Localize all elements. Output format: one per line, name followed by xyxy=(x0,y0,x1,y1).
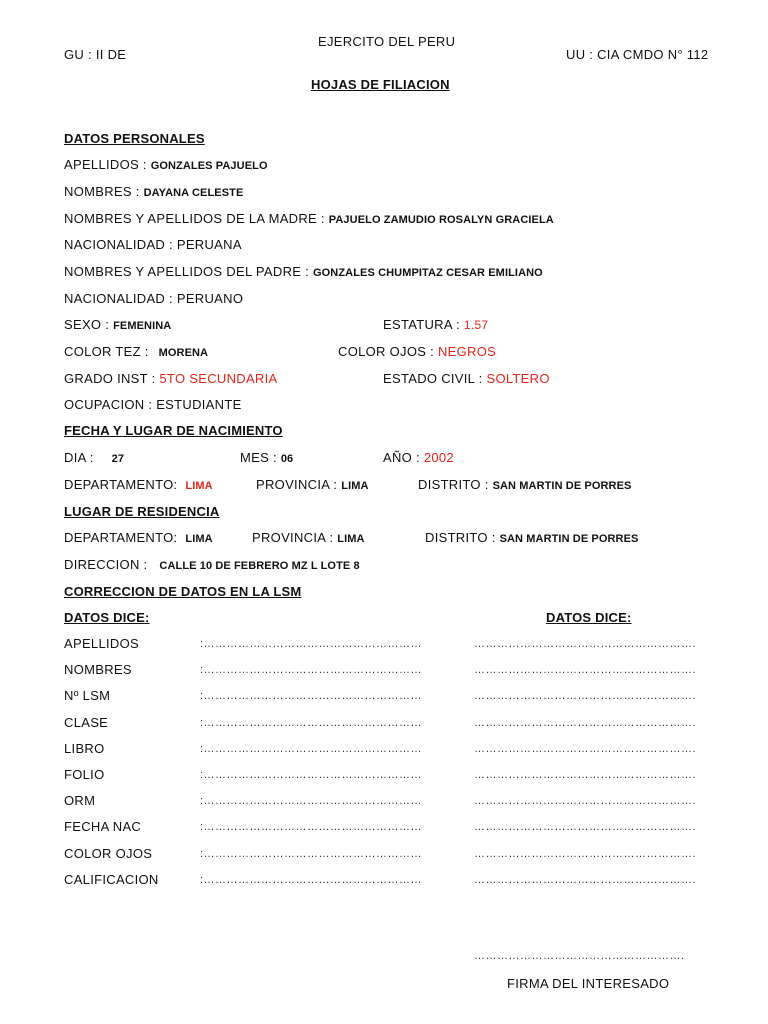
correction-blank-left[interactable]: :………………………………………………… xyxy=(200,769,423,781)
correction-blank-left[interactable]: :………………………………………………… xyxy=(200,848,423,860)
header-uu: UU : CIA CMDO N° 112 xyxy=(566,47,709,62)
correction-field-label: CLASE xyxy=(64,715,109,730)
res-dist-value: SAN MARTIN DE PORRES xyxy=(499,533,639,545)
section-correccion: CORRECCION DE DATOS EN LA LSM xyxy=(64,584,302,599)
correction-blank-left[interactable]: :………………………………………………… xyxy=(200,743,423,755)
section-nacimiento: FECHA Y LUGAR DE NACIMIENTO xyxy=(64,423,283,438)
correction-field-label: NOMBRES xyxy=(64,662,132,677)
nac-dist-row xyxy=(418,477,631,492)
sexo-value: FEMENINA xyxy=(113,320,172,332)
correction-blank-right[interactable]: …………………………………………………. xyxy=(474,874,697,886)
nacionalidad-madre: NACIONALIDAD : PERUANA xyxy=(64,237,242,252)
estatura-value: 1.57 xyxy=(463,318,489,332)
anio-row xyxy=(383,450,454,465)
nac-prov-label: PROVINCIA : xyxy=(256,477,338,492)
res-dist-label: DISTRITO : xyxy=(425,530,496,545)
signature-line[interactable]: ………………………………………………. xyxy=(474,950,685,962)
ocupacion-row: OCUPACION : ESTUDIANTE xyxy=(64,397,242,412)
res-dep-row xyxy=(64,530,213,545)
res-dist-row xyxy=(425,530,638,545)
civil-row xyxy=(383,371,550,386)
direccion-label: DIRECCION : xyxy=(64,557,148,572)
correction-blank-right[interactable]: …………………………………………………. xyxy=(474,717,697,729)
mes-row xyxy=(240,450,293,465)
correction-blank-left[interactable]: :………………………………………………… xyxy=(200,821,423,833)
col-datos-dice-left: DATOS DICE: xyxy=(64,610,150,625)
nac-dep-value: LIMA xyxy=(185,480,213,492)
correction-field-label: APELLIDOS xyxy=(64,636,139,651)
mes-label: MES : xyxy=(240,450,277,465)
correction-field-label: CALIFICACION xyxy=(64,872,159,887)
sexo-row xyxy=(64,317,171,332)
nombres-value: DAYANA CELESTE xyxy=(143,187,244,199)
correction-field-label: FECHA NAC xyxy=(64,819,142,834)
madre-label: NOMBRES Y APELLIDOS DE LA MADRE : xyxy=(64,211,325,226)
col-datos-dice-right: DATOS DICE: xyxy=(546,610,632,625)
section-residencia: LUGAR DE RESIDENCIA xyxy=(64,504,220,519)
correction-blank-left[interactable]: :………………………………………………… xyxy=(200,795,423,807)
ojos-label: COLOR OJOS : xyxy=(338,344,435,359)
madre-value: PAJUELO ZAMUDIO ROSALYN GRACIELA xyxy=(328,214,554,226)
mes-value: 06 xyxy=(280,453,294,465)
grado-label: GRADO INST : xyxy=(64,371,156,386)
res-prov-label: PROVINCIA : xyxy=(252,530,334,545)
correction-field-label: Nº LSM xyxy=(64,688,111,703)
nac-dist-value: SAN MARTIN DE PORRES xyxy=(492,480,632,492)
correction-blank-left[interactable]: :………………………………………………… xyxy=(200,717,423,729)
res-dep-label: DEPARTAMENTO: xyxy=(64,530,178,545)
section-datos-personales: DATOS PERSONALES xyxy=(64,131,205,146)
dia-row xyxy=(64,450,124,465)
tez-value: MORENA xyxy=(158,347,209,359)
padre-label: NOMBRES Y APELLIDOS DEL PADRE : xyxy=(64,264,310,279)
firma-label: FIRMA DEL INTERESADO xyxy=(507,976,670,991)
tez-label: COLOR TEZ : xyxy=(64,344,149,359)
nac-dep-row xyxy=(64,477,213,492)
grado-value: 5TO SECUNDARIA xyxy=(159,371,278,386)
nacionalidad-padre: NACIONALIDAD : PERUANO xyxy=(64,291,244,306)
correction-field-label: ORM xyxy=(64,793,96,808)
correction-blank-left[interactable]: :………………………………………………… xyxy=(200,664,423,676)
estatura-row xyxy=(383,317,488,332)
nac-dist-label: DISTRITO : xyxy=(418,477,489,492)
ojos-value: NEGROS xyxy=(437,344,497,359)
correction-blank-left[interactable]: :………………………………………………… xyxy=(200,690,423,702)
dia-label: DIA : xyxy=(64,450,94,465)
dia-value: 27 xyxy=(111,453,125,465)
ojos-row xyxy=(338,344,496,359)
apellidos-value: GONZALES PAJUELO xyxy=(150,160,268,172)
nombres-row xyxy=(64,184,243,199)
correction-blank-left[interactable]: :………………………………………………… xyxy=(200,874,423,886)
apellidos-label: APELLIDOS : xyxy=(64,157,147,172)
nombres-label: NOMBRES : xyxy=(64,184,140,199)
correction-field-label: LIBRO xyxy=(64,741,105,756)
correction-field-label: FOLIO xyxy=(64,767,105,782)
direccion-row xyxy=(64,557,360,572)
madre-row xyxy=(64,211,554,226)
direccion-value: CALLE 10 DE FEBRERO MZ L LOTE 8 xyxy=(159,560,360,572)
nac-prov-value: LIMA xyxy=(341,480,369,492)
correction-blank-right[interactable]: …………………………………………………. xyxy=(474,743,697,755)
anio-label: AÑO : xyxy=(383,450,420,465)
estatura-label: ESTATURA : xyxy=(383,317,460,332)
padre-row xyxy=(64,264,543,279)
correction-blank-left[interactable]: :………………………………………………… xyxy=(200,638,423,650)
sexo-label: SEXO : xyxy=(64,317,110,332)
nac-prov-row xyxy=(256,477,369,492)
header-org: EJERCITO DEL PERU xyxy=(318,34,456,49)
civil-value: SOLTERO xyxy=(486,371,550,386)
grado-row xyxy=(64,371,278,386)
correction-blank-right[interactable]: …………………………………………………. xyxy=(474,769,697,781)
correction-blank-right[interactable]: …………………………………………………. xyxy=(474,795,697,807)
res-prov-value: LIMA xyxy=(337,533,365,545)
res-dep-value: LIMA xyxy=(185,533,213,545)
tez-row xyxy=(64,344,208,359)
correction-blank-right[interactable]: …………………………………………………. xyxy=(474,638,697,650)
res-prov-row xyxy=(252,530,365,545)
correction-blank-right[interactable]: …………………………………………………. xyxy=(474,821,697,833)
document-title: HOJAS DE FILIACION xyxy=(311,77,450,92)
civil-label: ESTADO CIVIL : xyxy=(383,371,483,386)
correction-blank-right[interactable]: …………………………………………………. xyxy=(474,848,697,860)
nac-dep-label: DEPARTAMENTO: xyxy=(64,477,178,492)
correction-field-label: COLOR OJOS xyxy=(64,846,153,861)
correction-blank-right[interactable]: …………………………………………………. xyxy=(474,664,697,676)
header-gu: GU : II DE xyxy=(64,47,127,62)
padre-value: GONZALES CHUMPITAZ CESAR EMILIANO xyxy=(313,267,543,279)
anio-value: 2002 xyxy=(423,450,454,465)
apellidos-row xyxy=(64,157,268,172)
correction-blank-right[interactable]: …………………………………………………. xyxy=(474,690,697,702)
